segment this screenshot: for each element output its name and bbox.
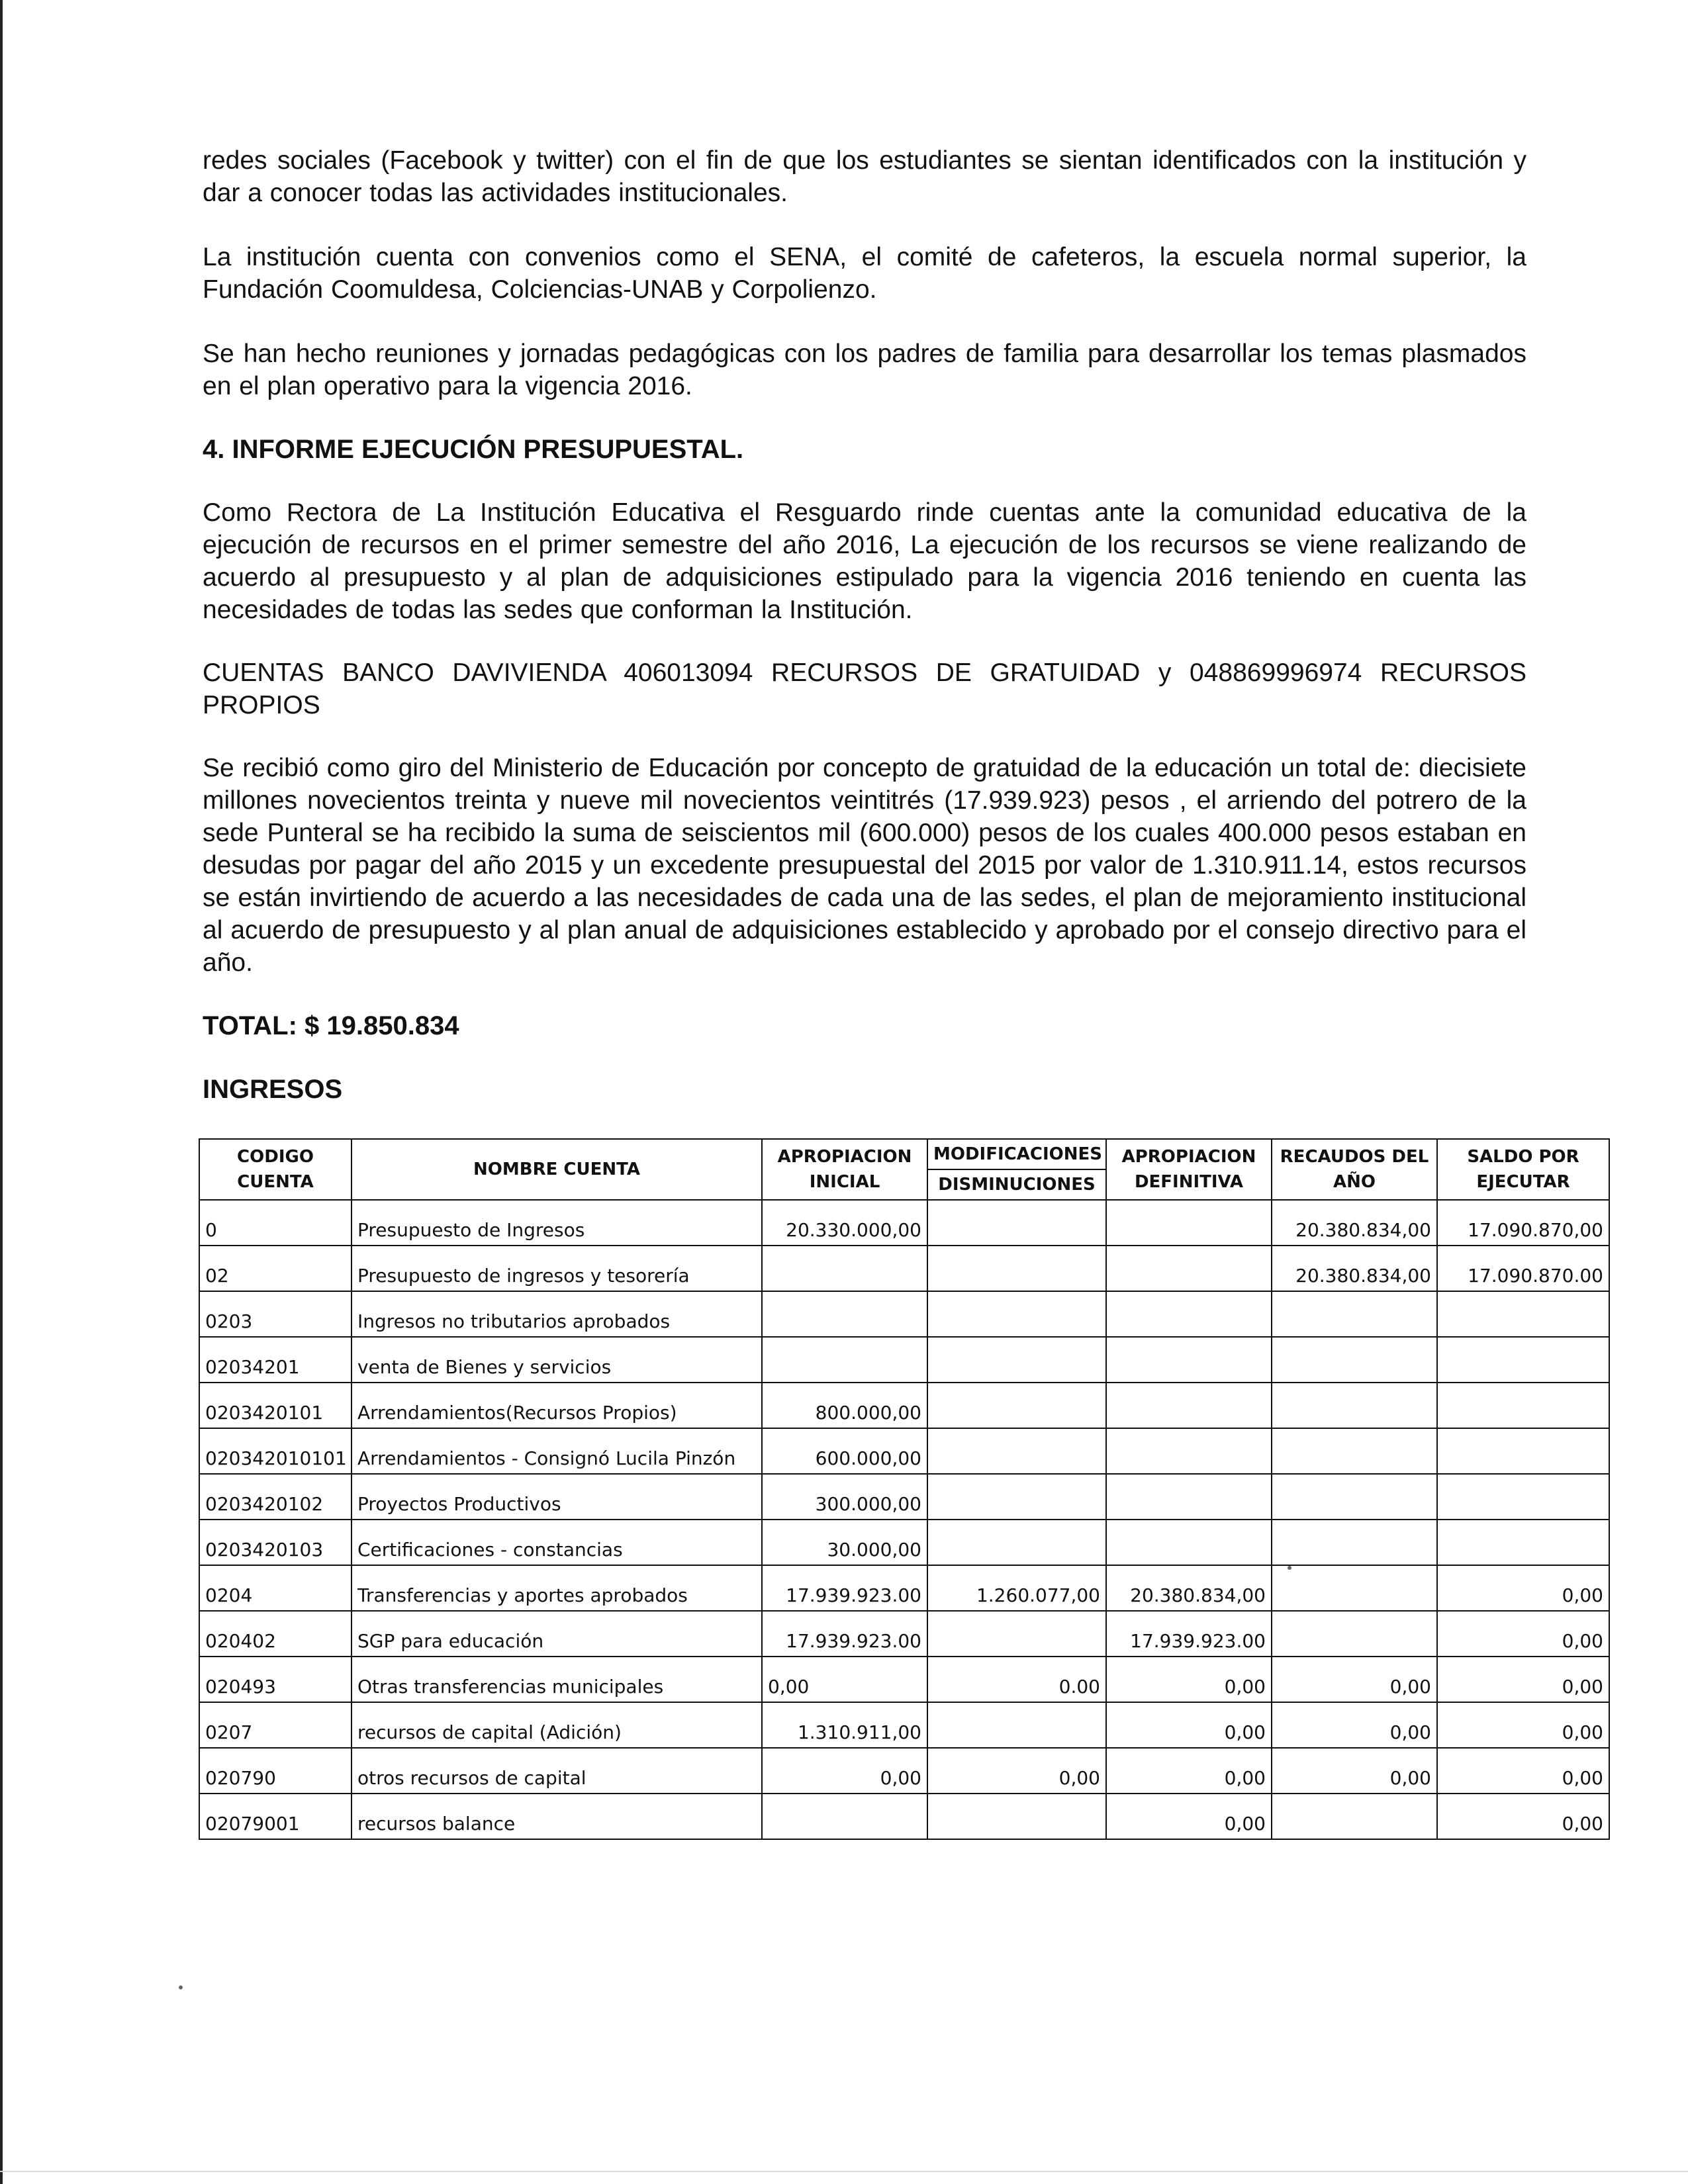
cell-disminuciones: 1.260.077,00: [927, 1565, 1106, 1611]
cell-apropiacion-inicial: [762, 1246, 927, 1291]
cell-codigo: 0203420102: [199, 1474, 352, 1520]
cell-apropiacion-inicial: 800.000,00: [762, 1383, 927, 1428]
scan-edge-bottom: [0, 2171, 1688, 2172]
cell-apropiacion-definitiva: 0,00: [1106, 1702, 1272, 1748]
document-body: [203, 144, 1526, 1106]
table-row: [199, 1428, 1609, 1474]
cell-saldo: 0,00: [1437, 1794, 1609, 1839]
total-amount: TOTAL: $ 19.850.834: [203, 1011, 459, 1040]
cell-apropiacion-inicial: 30.000,00: [762, 1520, 927, 1565]
table-row: [199, 1611, 1609, 1657]
cell-nombre: Presupuesto de ingresos y tesorería: [352, 1246, 762, 1291]
cell-apropiacion-inicial: [762, 1337, 927, 1383]
cell-nombre: Transferencias y aportes aprobados: [352, 1565, 762, 1611]
cell-apropiacion-definitiva: 0,00: [1106, 1794, 1272, 1839]
paragraph-accountability: Como Rectora de La Institución Educativa el Resguardo rinde cuentas ante la comunidad educativa de la ejecución de recursos en el primer semestre del año 2016, La ejecución de los recursos se viene realizando de acuerdo al presupuesto y al plan de adquisiciones estipulado para la vigencia 2016 teniendo en cuenta las necesidades de todas las sedes que conforman la Institución.: [203, 498, 1526, 624]
cell-disminuciones: [927, 1246, 1106, 1291]
header-apropiacion-inicial: APROPIACION INICIAL: [762, 1139, 927, 1200]
cell-apropiacion-definitiva: [1106, 1291, 1272, 1337]
cell-codigo: 0203: [199, 1291, 352, 1337]
cell-disminuciones: [927, 1200, 1106, 1246]
cell-apropiacion-definitiva: [1106, 1383, 1272, 1428]
table-row: [199, 1794, 1609, 1839]
cell-saldo: [1437, 1428, 1609, 1474]
paragraph-meetings: Se han hecho reuniones y jornadas pedagógicas con los padres de familia para desarrollar los temas plasmados en el plan operativo para la vigencia 2016.: [203, 340, 1526, 400]
cell-disminuciones: [927, 1383, 1106, 1428]
cell-recaudos: 20.380.834,00: [1272, 1200, 1437, 1246]
scan-speck: [1288, 1566, 1291, 1570]
cell-apropiacion-inicial: 0,00: [762, 1657, 927, 1702]
cell-nombre: otros recursos de capital: [352, 1748, 762, 1794]
table-row: [199, 1748, 1609, 1794]
cell-apropiacion-definitiva: 17.939.923.00: [1106, 1611, 1272, 1657]
table-row: [199, 1200, 1609, 1246]
cell-apropiacion-inicial: 17.939.923.00: [762, 1611, 927, 1657]
cell-codigo: 020342010101: [199, 1428, 352, 1474]
cell-recaudos: [1272, 1291, 1437, 1337]
table-row: [199, 1291, 1609, 1337]
cell-apropiacion-definitiva: [1106, 1520, 1272, 1565]
header-recaudos: RECAUDOS DEL AÑO: [1272, 1139, 1437, 1200]
cell-apropiacion-definitiva: 0,00: [1106, 1748, 1272, 1794]
section-title: 4. INFORME EJECUCIÓN PRESUPUESTAL.: [203, 435, 744, 464]
cell-codigo: 0203420101: [199, 1383, 352, 1428]
table-row: [199, 1246, 1609, 1291]
cell-apropiacion-definitiva: 0,00: [1106, 1657, 1272, 1702]
cell-nombre: Arrendamientos(Recursos Propios): [352, 1383, 762, 1428]
cell-disminuciones: 0,00: [927, 1748, 1106, 1794]
cell-recaudos: [1272, 1474, 1437, 1520]
header-codigo: CODIGO CUENTA: [199, 1139, 352, 1200]
cell-nombre: Otras transferencias municipales: [352, 1657, 762, 1702]
cell-saldo: 0,00: [1437, 1611, 1609, 1657]
table-row: [199, 1702, 1609, 1748]
cell-apropiacion-inicial: 20.330.000,00: [762, 1200, 927, 1246]
cell-apropiacion-inicial: 0,00: [762, 1748, 927, 1794]
cell-nombre: recursos balance: [352, 1794, 762, 1839]
cell-codigo: 02079001: [199, 1794, 352, 1839]
table-row: [199, 1520, 1609, 1565]
cell-codigo: 0: [199, 1200, 352, 1246]
table-row: [199, 1337, 1609, 1383]
cell-apropiacion-inicial: 600.000,00: [762, 1428, 927, 1474]
cell-apropiacion-inicial: [762, 1794, 927, 1839]
cell-recaudos: 0,00: [1272, 1702, 1437, 1748]
ingresos-table: [199, 1138, 1610, 1840]
cell-recaudos: [1272, 1565, 1437, 1611]
cell-disminuciones: [927, 1428, 1106, 1474]
cell-disminuciones: [927, 1520, 1106, 1565]
paragraph-funds-received: Se recibió como giro del Ministerio de Educación por concepto de gratuidad de la educación un total de: diecisiete millones novecientos treinta y nueve mil novecientos veintitrés (17.939.923) pesos , el arriendo del potrero de la sede Punteral se ha recibido la suma de seiscientos mil (600.000) pesos de los cuales 400.000 pesos estaban en desudas por pagar del año 2015 y un excedente presupuestal del 2015 por valor de 1.310.911.14, estos recursos se están invirtiendo de acuerdo a las necesidades de cada una de las sedes, el plan de mejoramiento institucional al acuerdo de presupuesto y al plan anual de adquisiciones establecido y aprobado por el consejo directivo para el año.: [203, 754, 1526, 977]
cell-apropiacion-inicial: 1.310.911,00: [762, 1702, 927, 1748]
cell-disminuciones: [927, 1611, 1106, 1657]
cell-recaudos: [1272, 1337, 1437, 1383]
header-nombre: NOMBRE CUENTA: [352, 1139, 762, 1200]
header-apropiacion-definitiva: APROPIACION DEFINITIVA: [1106, 1139, 1272, 1200]
cell-disminuciones: 0.00: [927, 1657, 1106, 1702]
cell-recaudos: [1272, 1428, 1437, 1474]
cell-saldo: 0,00: [1437, 1748, 1609, 1794]
cell-saldo: 17.090.870.00: [1437, 1246, 1609, 1291]
cell-saldo: [1437, 1337, 1609, 1383]
cell-recaudos: 0,00: [1272, 1748, 1437, 1794]
header-saldo: SALDO POR EJECUTAR: [1437, 1139, 1609, 1200]
cell-codigo: 020402: [199, 1611, 352, 1657]
cell-apropiacion-definitiva: [1106, 1246, 1272, 1291]
cell-recaudos: [1272, 1383, 1437, 1428]
cell-codigo: 02034201: [199, 1337, 352, 1383]
cell-saldo: 0,00: [1437, 1702, 1609, 1748]
cell-nombre: Arrendamientos - Consignó Lucila Pinzón: [352, 1428, 762, 1474]
header-disminuciones: DISMINUCIONES: [927, 1169, 1106, 1200]
header-modificaciones: MODIFICACIONES: [927, 1139, 1106, 1169]
paragraph-social-networks: redes sociales (Facebook y twitter) con el fin de que los estudiantes se sientan identificados con la institución y dar a conocer todas las actividades institucionales.: [203, 146, 1526, 207]
cell-apropiacion-inicial: 17.939.923.00: [762, 1565, 927, 1611]
cell-saldo: 17.090.870,00: [1437, 1200, 1609, 1246]
cell-apropiacion-inicial: 300.000,00: [762, 1474, 927, 1520]
cell-recaudos: 20.380.834,00: [1272, 1246, 1437, 1291]
table-row: [199, 1657, 1609, 1702]
table-row: [199, 1474, 1609, 1520]
scan-edge-left: [0, 0, 3, 2184]
cell-codigo: 020790: [199, 1748, 352, 1794]
cell-nombre: venta de Bienes y servicios: [352, 1337, 762, 1383]
cell-nombre: SGP para educación: [352, 1611, 762, 1657]
cell-nombre: Proyectos Productivos: [352, 1474, 762, 1520]
cell-codigo: 020493: [199, 1657, 352, 1702]
cell-codigo: 0207: [199, 1702, 352, 1748]
ingresos-title: INGRESOS: [203, 1075, 343, 1104]
cell-apropiacion-definitiva: 20.380.834,00: [1106, 1565, 1272, 1611]
cell-nombre: Certificaciones - constancias: [352, 1520, 762, 1565]
cell-saldo: [1437, 1520, 1609, 1565]
cell-disminuciones: [927, 1291, 1106, 1337]
cell-saldo: 0,00: [1437, 1657, 1609, 1702]
cell-disminuciones: [927, 1337, 1106, 1383]
cell-codigo: 02: [199, 1246, 352, 1291]
cell-disminuciones: [927, 1474, 1106, 1520]
cell-disminuciones: [927, 1702, 1106, 1748]
cell-codigo: 0204: [199, 1565, 352, 1611]
table-row: [199, 1565, 1609, 1611]
cell-saldo: 0,00: [1437, 1565, 1609, 1611]
scan-speck: [179, 1985, 183, 1989]
cell-recaudos: 0,00: [1272, 1657, 1437, 1702]
cell-apropiacion-definitiva: [1106, 1337, 1272, 1383]
cell-nombre: Presupuesto de Ingresos: [352, 1200, 762, 1246]
cell-recaudos: [1272, 1794, 1437, 1839]
cell-apropiacion-definitiva: [1106, 1200, 1272, 1246]
paragraph-agreements: La institución cuenta con convenios como el SENA, el comité de cafeteros, la escuela normal superior, la Fundación Coomuldesa, Colciencias-UNAB y Corpolienzo.: [203, 243, 1526, 304]
table-row: [199, 1383, 1609, 1428]
cell-nombre: Ingresos no tributarios aprobados: [352, 1291, 762, 1337]
cell-codigo: 0203420103: [199, 1520, 352, 1565]
cell-apropiacion-inicial: [762, 1291, 927, 1337]
cell-disminuciones: [927, 1794, 1106, 1839]
cell-saldo: [1437, 1383, 1609, 1428]
cell-recaudos: [1272, 1611, 1437, 1657]
cell-saldo: [1437, 1291, 1609, 1337]
cell-nombre: recursos de capital (Adición): [352, 1702, 762, 1748]
cell-apropiacion-definitiva: [1106, 1428, 1272, 1474]
cell-saldo: [1437, 1474, 1609, 1520]
paragraph-bank-accounts: CUENTAS BANCO DAVIVIENDA 406013094 RECURSOS DE GRATUIDAD y 048869996974 RECURSOS PROPIOS: [203, 659, 1526, 719]
cell-recaudos: [1272, 1520, 1437, 1565]
cell-apropiacion-definitiva: [1106, 1474, 1272, 1520]
